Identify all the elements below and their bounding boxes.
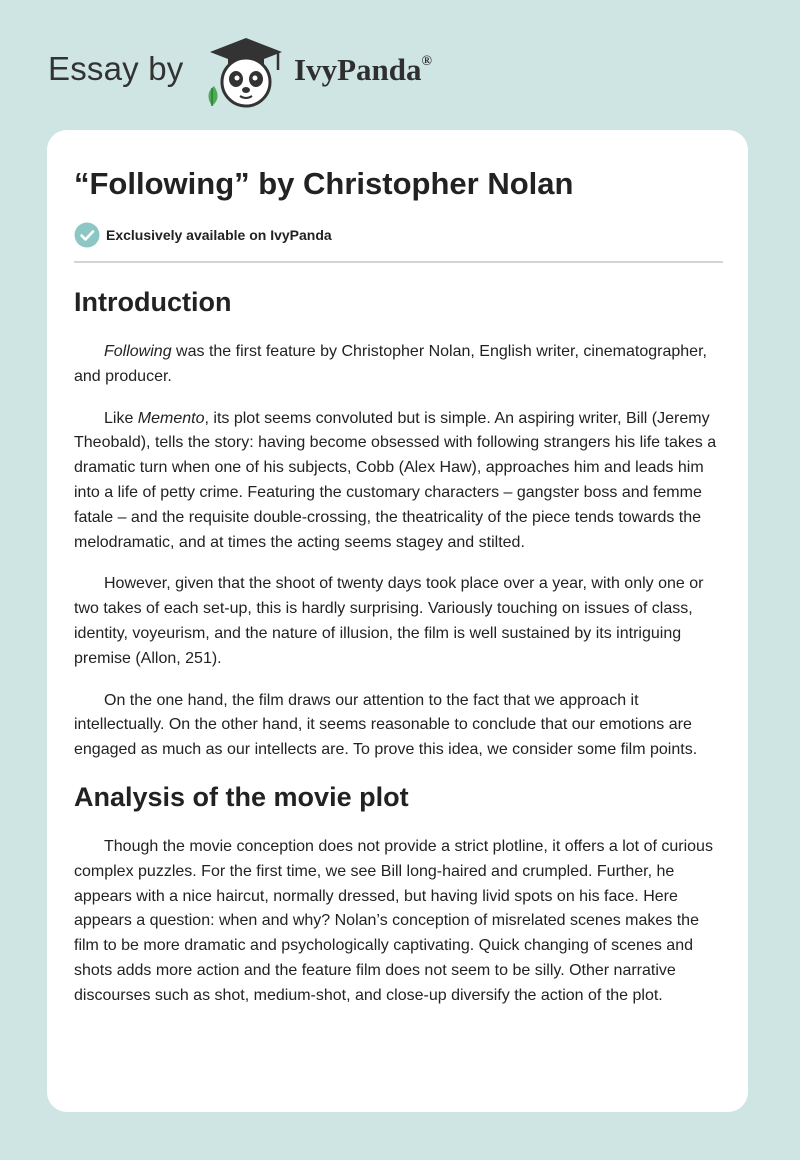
- film-title: Memento: [137, 409, 205, 427]
- brand-name[interactable]: [294, 52, 432, 88]
- brand-prefix: Essay by: [48, 50, 184, 87]
- registered-mark: ®: [421, 53, 432, 69]
- paragraph-text: was the first feature by Christopher Nolan, English writer, cinematographer, and producer.: [74, 343, 707, 385]
- section-heading-introduction: Introduction: [74, 287, 232, 317]
- page-title: “Following” by Christopher Nolan: [74, 166, 574, 201]
- badge-text: Exclusively available on IvyPanda: [106, 227, 332, 243]
- paragraph-text: , its plot seems convoluted but is simple. An aspiring writer, Bill (Jeremy Theobald), tells the story: having become obsessed with following strangers his life takes a dramatic turn when one of his subjects, Cobb (Alex Haw), approaches him and leads him into a life of petty crime. Featuring the customary characters – gangster boss and femme fatale – and the requisite double-crossing, the theatricality of the piece tends towards the melodramatic, and at times the acting seems stagey and stilted.: [74, 409, 717, 551]
- check-circle-icon: [74, 222, 100, 248]
- paragraph-text: Like: [104, 409, 138, 427]
- brand-name-text: IvyPanda: [294, 52, 422, 87]
- paragraph: However, given that the shoot of twenty days took place over a year, with only one or two takes of each set-up, this is hardly surprising. Variously touching on issues of class, identity, voyeurism, and the nature of illusion, the film is well sustained by its intriguing premise (Allon, 251).: [74, 575, 704, 667]
- paragraph: [74, 340, 724, 390]
- essay-body: [74, 280, 724, 1026]
- panda-logo-icon[interactable]: [200, 36, 290, 110]
- section-heading-analysis: Analysis of the movie plot: [74, 781, 409, 812]
- divider: [74, 261, 723, 263]
- essay-card: [47, 130, 748, 1112]
- film-title: Following: [104, 343, 172, 360]
- paragraph: On the one hand, the film draws our attention to the fact that we approach it intellectually. On the other hand, it seems reasonable to conclude that our emotions are engaged as much as our intellects are. To prove this idea, we consider some film points.: [74, 691, 698, 759]
- exclusive-badge: [74, 222, 332, 248]
- paragraph: [74, 407, 724, 556]
- paragraph: Though the movie conception does not provide a strict plotline, it offers a lot of curious complex puzzles. For the first time, we see Bill long-haired and crumpled. Further, he appears with a nice haircut, normally dressed, but having livid spots on his face. Here appears a question: when and why? Nolan’s conception of misrelated scenes makes the film to be more dramatic and psychologically captivating. Quick changing of scenes and shots adds more action and the feature film does not seem to be silly. Other narrative discourses such as shot, medium-shot, and close-up diversify the action of the plot.: [74, 837, 713, 1004]
- site-header: [0, 0, 800, 130]
